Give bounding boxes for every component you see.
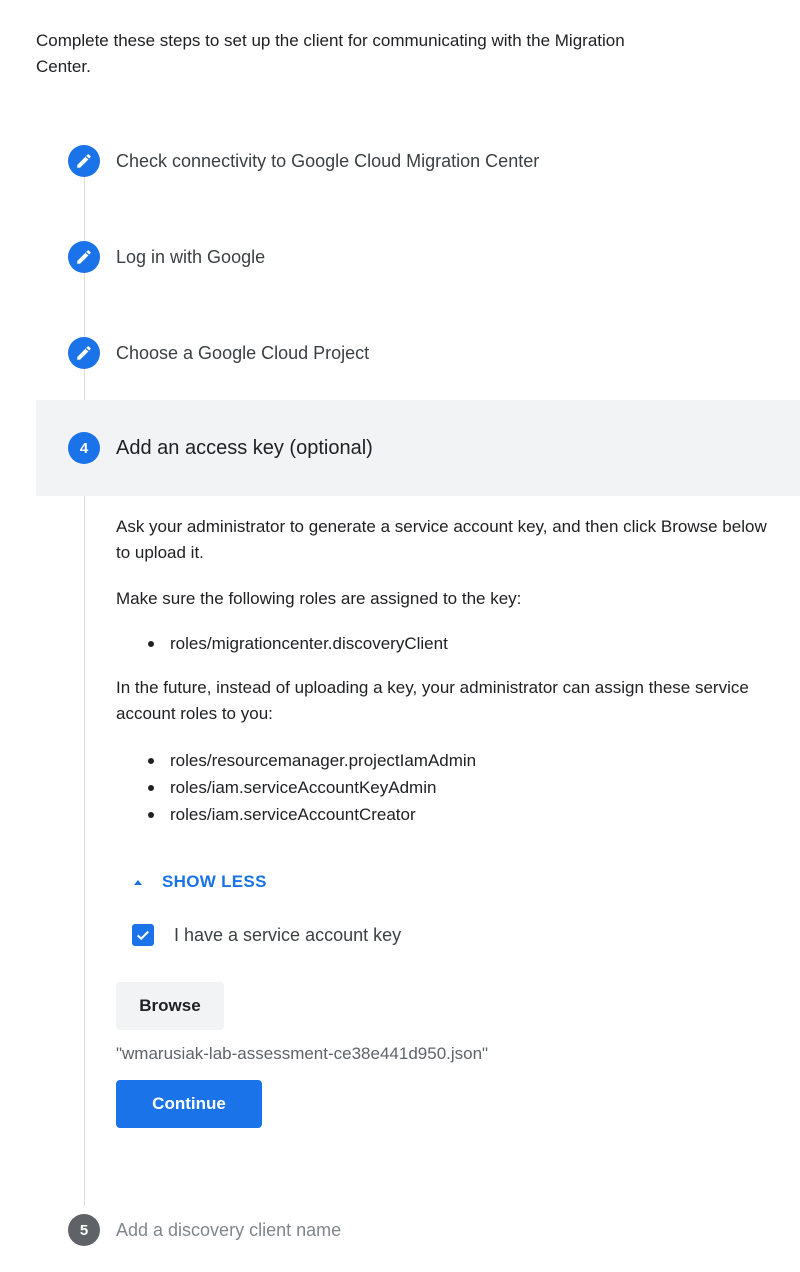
step-number-badge: 5 xyxy=(68,1214,100,1246)
future-roles-text: In the future, instead of uploading a key, your administrator can assign these service account roles to you: xyxy=(116,678,749,723)
selected-file-name: "wmarusiak-lab-assessment-ce38e441d950.json" xyxy=(116,1044,489,1063)
access-key-content xyxy=(116,514,776,828)
checkbox-label: I have a service account key xyxy=(174,924,402,945)
step-log-in[interactable] xyxy=(0,233,800,281)
edit-icon xyxy=(68,145,100,177)
step-number-badge: 4 xyxy=(68,432,100,464)
user-roles-list xyxy=(116,747,776,828)
service-account-key-option[interactable] xyxy=(132,920,401,950)
caret-up-icon xyxy=(134,880,142,885)
step-label: Add a discovery client name xyxy=(116,1219,342,1240)
instructions-text: Ask your administrator to generate a service account key, and then click Browse below to upload it. xyxy=(116,517,767,562)
step-add-access-key[interactable] xyxy=(0,424,800,472)
step-label: Check connectivity to Google Cloud Migration Center xyxy=(116,150,540,171)
step-check-connectivity[interactable] xyxy=(0,137,800,185)
step-label: Add an access key (optional) xyxy=(116,436,373,459)
edit-icon xyxy=(68,241,100,273)
edit-icon xyxy=(68,337,100,369)
list-item: roles/iam.serviceAccountKeyAdmin xyxy=(116,774,776,801)
intro-text: Complete these steps to set up the client for communicating with the Migration Center. xyxy=(36,31,625,76)
step-label: Choose a Google Cloud Project xyxy=(116,342,370,363)
checkmark-icon xyxy=(134,926,152,944)
key-roles-list xyxy=(116,630,776,657)
list-item: roles/iam.serviceAccountCreator xyxy=(116,801,776,828)
continue-button[interactable]: Continue xyxy=(116,1080,262,1128)
key-roles-heading: Make sure the following roles are assigned to the key: xyxy=(116,589,522,608)
step-choose-project[interactable] xyxy=(0,329,800,377)
step-label: Log in with Google xyxy=(116,246,266,267)
browse-button[interactable]: Browse xyxy=(116,982,224,1030)
show-less-button[interactable] xyxy=(134,868,267,896)
show-less-label: SHOW LESS xyxy=(162,872,267,891)
step-discovery-client-name[interactable] xyxy=(0,1206,800,1254)
list-item: roles/migrationcenter.discoveryClient xyxy=(116,630,776,657)
list-item: roles/resourcemanager.projectIamAdmin xyxy=(116,747,776,774)
service-account-key-checkbox[interactable] xyxy=(132,924,154,946)
